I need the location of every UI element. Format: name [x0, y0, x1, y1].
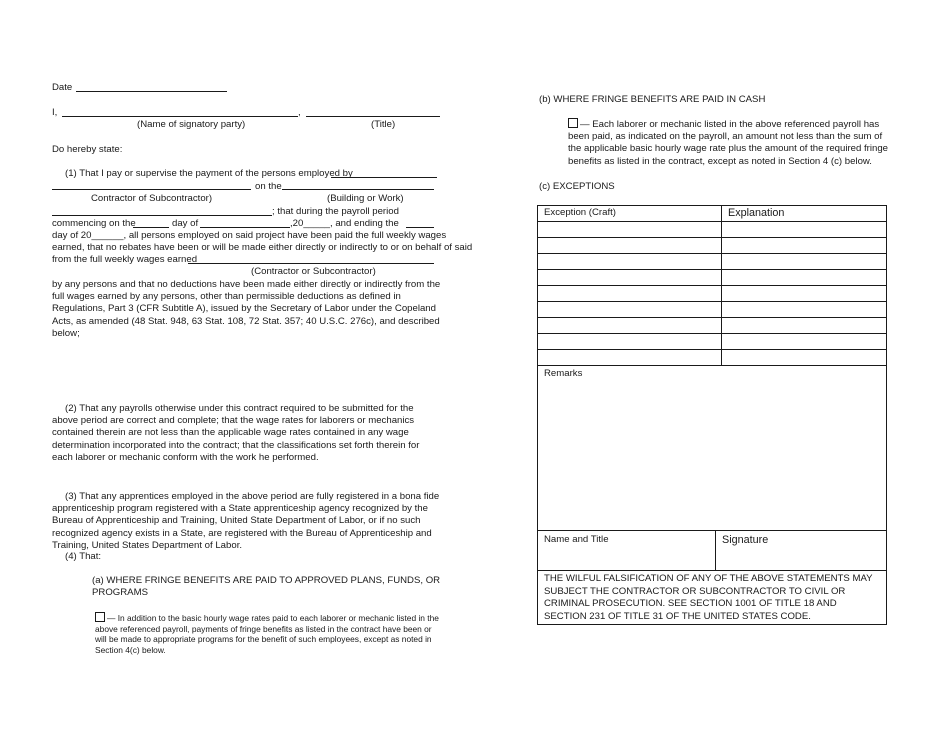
- date-label: Date: [52, 82, 73, 93]
- paragraph-2: (2) That any payrolls otherwise under this contract required to be submitted for the above period are correct and complete; that the wage rates for laborers or mechanics contained therein are not less than the applicable wage rates contained in any wage determination incorporated into the contract; that the classifications set forth therein for each laborer or mechanic conform with the work he performed.: [52, 403, 420, 463]
- explanation-cell[interactable]: [722, 286, 887, 302]
- p1-rest1: day of 20______, all persons employed on said project have been paid the full weekly wages: [52, 230, 447, 241]
- paragraph-4: (4) That:: [65, 551, 102, 562]
- paragraph-3: (3) That any apprentices employed in the above period are fully registered in a bona fide apprenticeship program registered with a State apprenticeship agency recognized by the Bureau of Apprenticeship and Training, United State Department of Labor, or if no such recognized agency exists in a State, are registered with the Bureau of Apprenticeship and Training, United States Department of Labor.: [52, 491, 440, 551]
- section-4a-heading: (a) WHERE FRINGE BENEFITS ARE PAID TO APPROVED PLANS, FUNDS, OR PROGRAMS: [92, 575, 441, 599]
- contractor-or-sub-caption: (Contractor or Subcontractor): [251, 266, 376, 277]
- table-row: [538, 350, 887, 366]
- table-row: [538, 270, 887, 286]
- exception-cell[interactable]: [538, 334, 722, 350]
- table-row: [538, 254, 887, 270]
- col-explanation-header: Explanation: [722, 206, 887, 222]
- p1-rest3: from the full weekly wages earned: [52, 254, 198, 265]
- title-field[interactable]: [306, 116, 440, 117]
- table-row: [538, 302, 887, 318]
- explanation-cell[interactable]: [722, 270, 887, 286]
- table-row: [538, 286, 887, 302]
- remarks-box[interactable]: [537, 365, 887, 531]
- explanation-cell[interactable]: [722, 238, 887, 254]
- start-month-field[interactable]: [200, 227, 290, 228]
- p1-rest2: earned, that no rebates have been or will be made either directly or indirectly to or on behalf of said: [52, 242, 473, 253]
- exceptions-table: [537, 205, 887, 366]
- contractor-or-sub-field[interactable]: [188, 263, 434, 264]
- name-title-label: Name and Title: [544, 534, 609, 545]
- name-signatory-caption: (Name of signatory party): [137, 119, 246, 130]
- section-4a-text: [95, 612, 440, 655]
- signature-box[interactable]: [716, 531, 774, 570]
- contractor-field[interactable]: [52, 189, 251, 190]
- exception-cell[interactable]: [538, 254, 722, 270]
- signature-row: [537, 531, 887, 571]
- section-4b-checkbox[interactable]: [568, 118, 578, 128]
- during-payroll: ; that during the payroll period: [272, 206, 399, 217]
- comma: ,: [298, 107, 301, 118]
- table-row: [538, 238, 887, 254]
- section-4b-text: [568, 118, 893, 168]
- date-field[interactable]: [76, 91, 227, 92]
- exception-cell[interactable]: [538, 222, 722, 238]
- start-day-field[interactable]: [133, 227, 169, 228]
- table-row: [538, 318, 887, 334]
- p1-line1: (1) That I pay or supervise the payment of the persons employed by: [65, 168, 353, 179]
- p1-tail: by any persons and that no deductions have been made either directly or indirectly from the full wages earned by any persons, other than permissible deductions as defined in Regulations, Part 3 (CFR Subtitle A), issued by the Secretary of Labor under the Copeland Acts, as amended (48 Stat. 948, 63 Stat. 108, 72 Stat. 357; 40 U.S.C. 276c), and described below;: [52, 279, 441, 339]
- explanation-cell[interactable]: [722, 302, 887, 318]
- commencing-label: commencing on the: [52, 218, 136, 229]
- on-the-label: on the: [255, 181, 282, 192]
- explanation-cell[interactable]: [722, 350, 887, 366]
- explanation-cell[interactable]: [722, 334, 887, 350]
- end-day-field[interactable]: [406, 227, 434, 228]
- exception-cell[interactable]: [538, 238, 722, 254]
- do-hereby-state: Do hereby state:: [52, 144, 123, 155]
- col-exception-header: Exception (Craft): [538, 206, 722, 222]
- ending-label: ,20_____, and ending the: [290, 218, 399, 229]
- day-of-label: day of: [172, 218, 199, 229]
- table-header-row: [538, 206, 887, 222]
- exception-cell[interactable]: [538, 302, 722, 318]
- employer-field[interactable]: [331, 177, 437, 178]
- section-4a-body: — In addition to the basic hourly wage rates paid to each laborer or mechanic listed in the above referenced payroll, payments of fringe benefits as listed in the contract have been or will be made to appropriate programs for the benefit of such employees, except as noted in Section 4(c) below.: [95, 613, 439, 655]
- exception-cell[interactable]: [538, 350, 722, 366]
- explanation-cell[interactable]: [722, 318, 887, 334]
- contractor-caption: Contractor of Subcontractor): [91, 193, 213, 204]
- exception-cell[interactable]: [538, 318, 722, 334]
- signature-label: Signature: [722, 534, 769, 546]
- explanation-cell[interactable]: [722, 222, 887, 238]
- section-4b-body: — Each laborer or mechanic listed in the above referenced payroll has been paid, as indicated on the payroll, an amount not less than the sum of the applicable basic hourly wage rate plus the amount of the required fringe benefits as listed in the contract, except as noted in Section 4 (c) below.: [568, 119, 888, 167]
- section-4b-heading: (b) WHERE FRINGE BENEFITS ARE PAID IN CASH: [539, 94, 766, 105]
- explanation-cell[interactable]: [722, 254, 887, 270]
- section-4a-checkbox[interactable]: [95, 612, 105, 622]
- exception-cell[interactable]: [538, 270, 722, 286]
- section-4c-heading: (c) EXCEPTIONS: [539, 181, 615, 192]
- remarks-label: Remarks: [544, 368, 583, 379]
- exception-cell[interactable]: [538, 286, 722, 302]
- table-row: [538, 222, 887, 238]
- i-label: I,: [52, 107, 58, 118]
- building-field[interactable]: [282, 189, 434, 190]
- title-caption: (Title): [371, 119, 396, 130]
- signatory-name-field[interactable]: [62, 116, 298, 117]
- name-title-box[interactable]: [538, 531, 716, 570]
- project-field[interactable]: [52, 215, 272, 216]
- table-row: [538, 334, 887, 350]
- falsification-warning: THE WILFUL FALSIFICATION OF ANY OF THE ABOVE STATEMENTS MAY SUBJECT THE CONTRACTOR OR SUBCONTRACTOR TO CIVIL OR CRIMINAL PROSECUTION. SEE SECTION 1001 OF TITLE 18 AND SECTION 231 OF TITLE 31 OF THE UNITED STATES CODE.: [537, 571, 887, 625]
- building-caption: (Building or Work): [327, 193, 404, 204]
